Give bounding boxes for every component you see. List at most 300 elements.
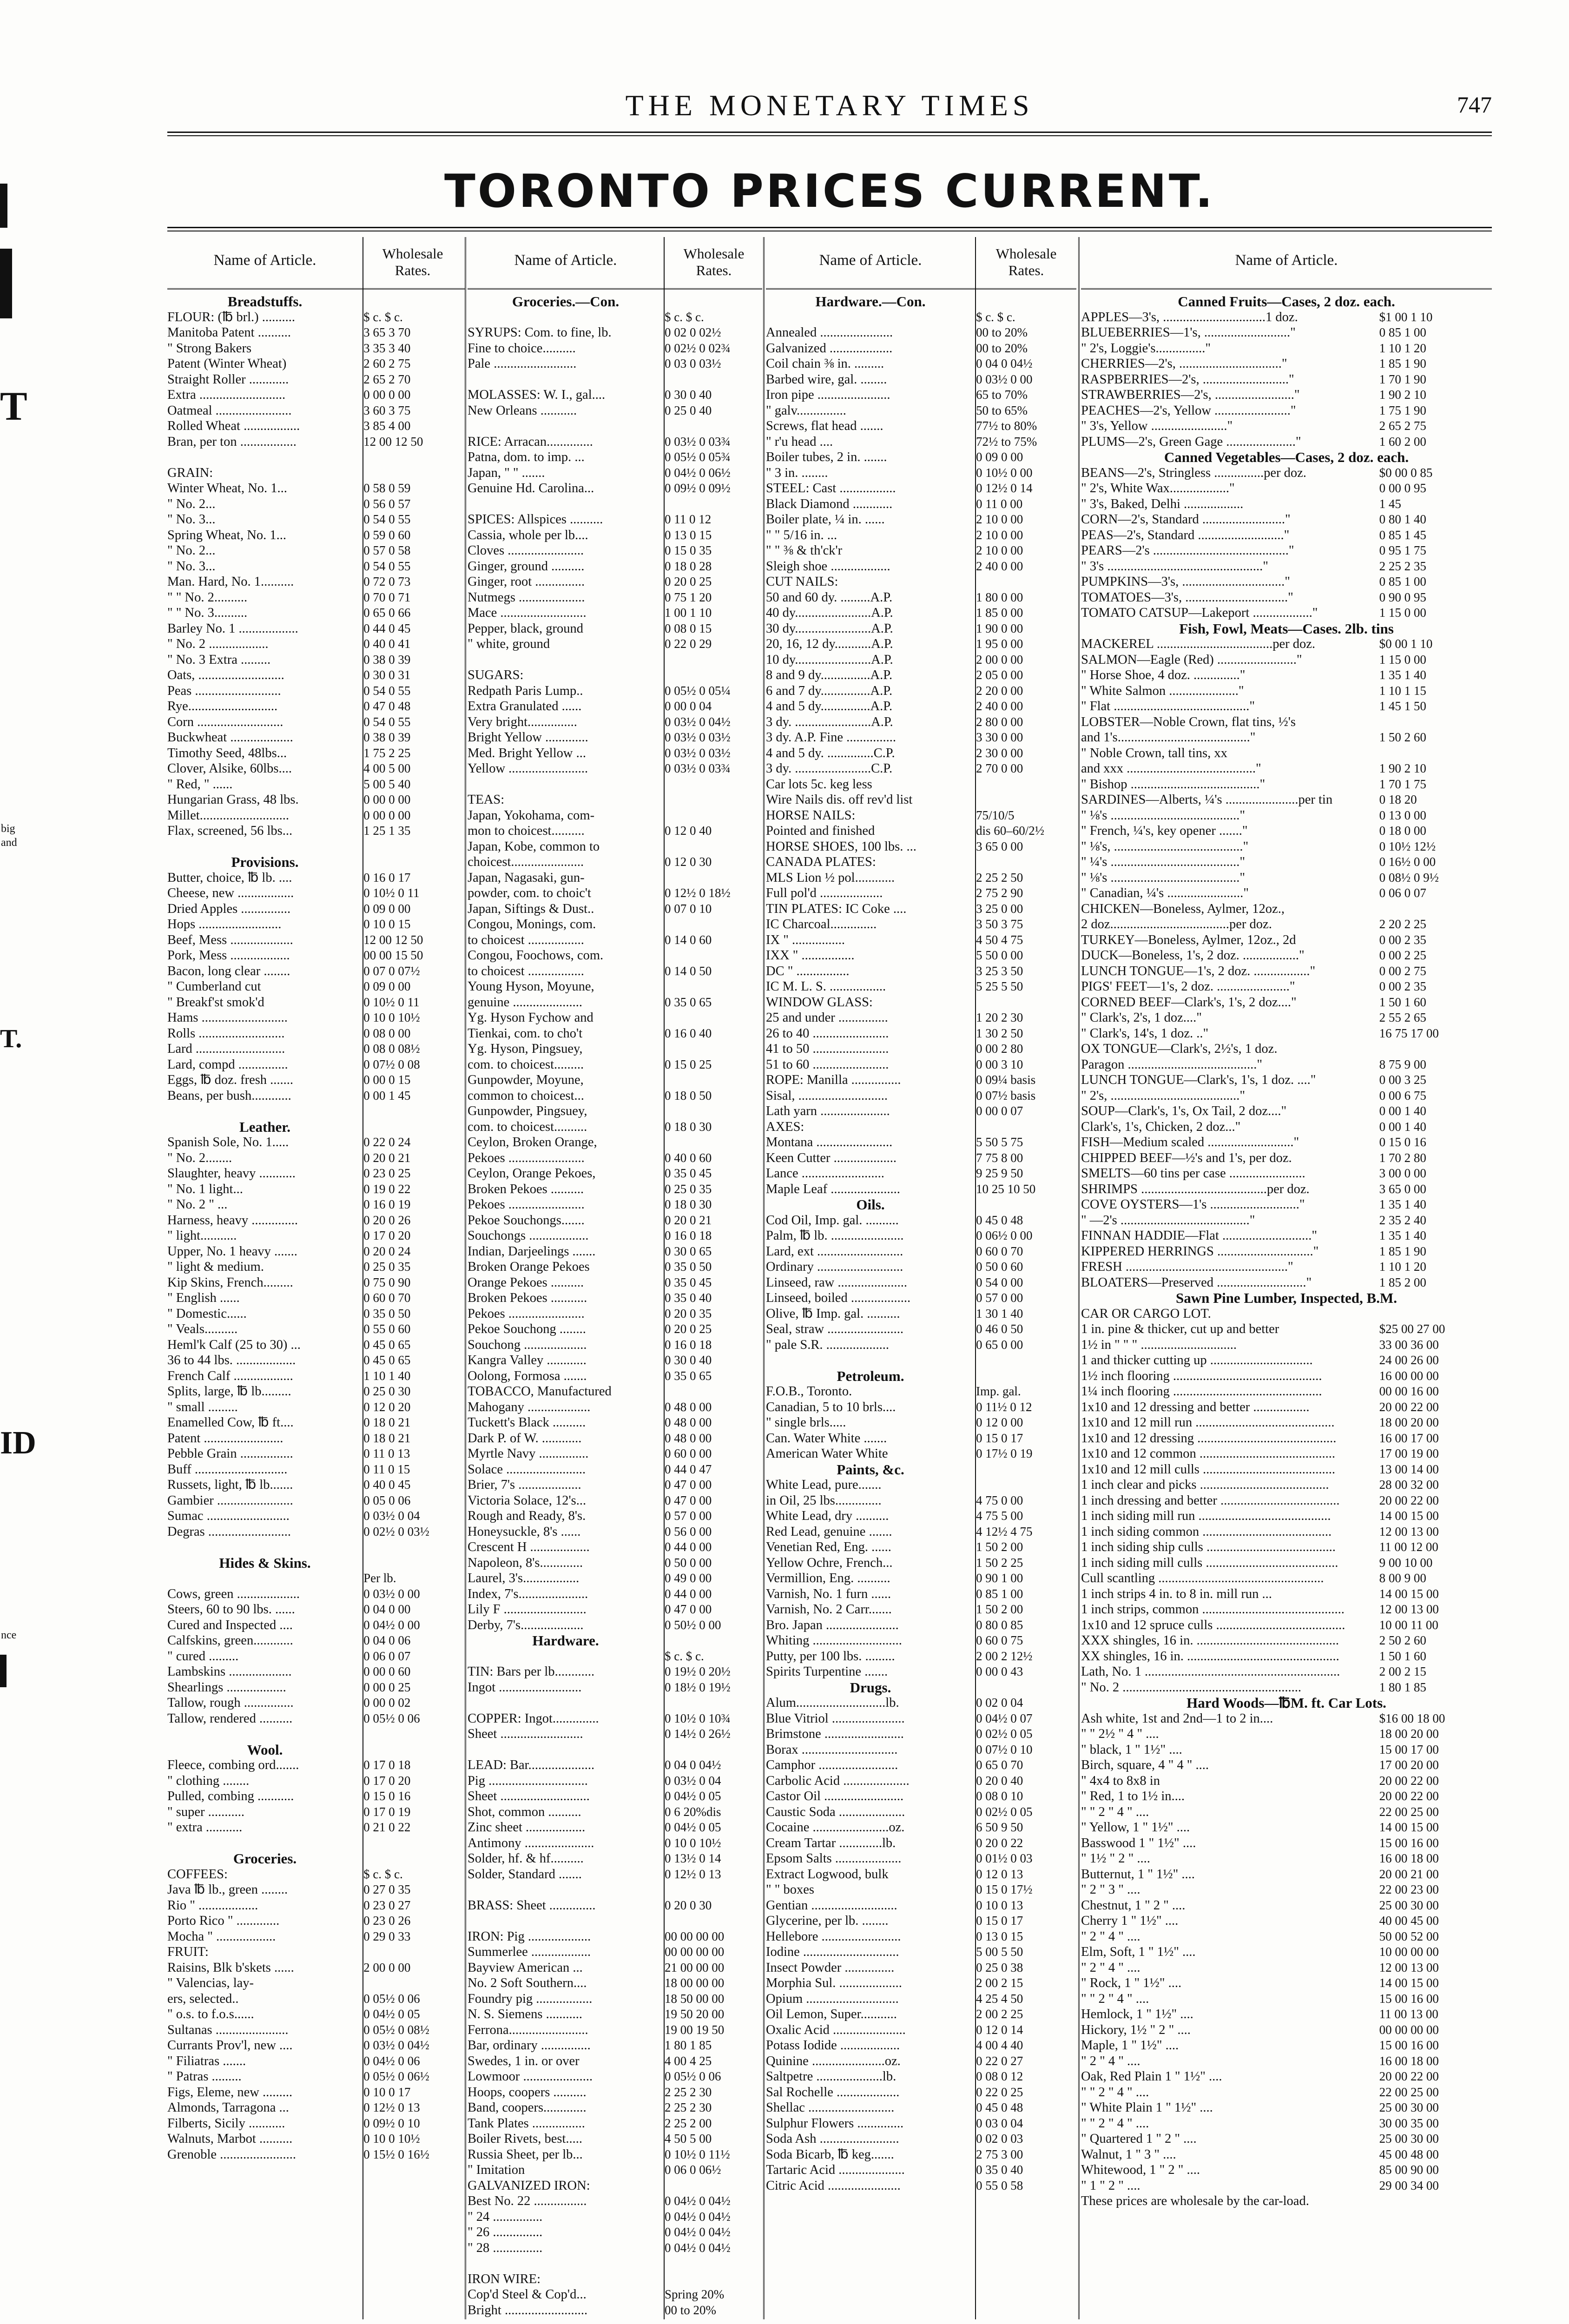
price-row [468, 2209, 762, 2225]
wholesale-rate [662, 948, 762, 964]
price-row [766, 1259, 1076, 1275]
edge-ink-bar [0, 249, 12, 318]
article-name: 8 and 9 dy...............A.P. [766, 668, 893, 682]
price-row [766, 310, 1076, 325]
column-header [1081, 237, 1492, 290]
article-name: mon to choicest.......... [468, 824, 585, 838]
wholesale-rate: 0 03½ 0 00 [976, 372, 1033, 386]
wholesale-rate: 8 75 9 00 [1379, 1057, 1426, 1071]
wholesale-rate [662, 808, 762, 824]
article-name: " 3's, Baked, Delhi .................. [1081, 496, 1244, 511]
article-name: HORSE NAILS: [766, 808, 856, 823]
wholesale-rate: 0 03½ 0 03½ [665, 730, 731, 744]
price-row [167, 1991, 465, 2007]
wholesale-rate: 00 to 20% [665, 2303, 716, 2317]
wholesale-rate: 0 23 0 27 [363, 1898, 411, 1912]
article-name [468, 496, 662, 512]
price-row [167, 1649, 465, 1664]
article-name: " Horse Shoe, 4 doz. .............." [1081, 668, 1246, 682]
article-name: Iodine ............................. [766, 1945, 899, 1959]
price-row [468, 1290, 762, 1306]
price-row [1081, 2147, 1492, 2163]
edge-glyph: T. [0, 1024, 22, 1053]
wholesale-rate: 0 54 0 00 [976, 1275, 1023, 1289]
price-row [1081, 777, 1492, 792]
article-name: Keen Cutter ................... [766, 1150, 897, 1165]
price-row [1081, 1633, 1492, 1649]
article-name: CUT NAILS: [766, 574, 838, 589]
wholesale-rate: 2 05 0 00 [976, 668, 1023, 682]
wholesale-rate: 0 60 0 70 [363, 1291, 411, 1305]
wholesale-rate: 1 90 2 10 [1379, 761, 1426, 775]
section-heading [766, 294, 1076, 310]
wholesale-rate [662, 1384, 762, 1400]
article-name: common to choicest... [468, 1088, 584, 1103]
article-name: Elm, Soft, 1 " 1½" .... [1081, 1945, 1196, 1959]
article-name: " English ...... [167, 1291, 240, 1305]
price-row [468, 1228, 762, 1244]
wholesale-rate: 1 00 1 10 [665, 606, 712, 620]
article-name: " No. 1 light... [167, 1182, 243, 1196]
price-row [766, 1711, 1076, 1727]
wholesale-rate: 2 20 2 25 [1379, 917, 1426, 931]
price-row [468, 1057, 762, 1073]
wholesale-rate: 1 60 2 00 [1379, 434, 1426, 449]
wholesale-rate: 00 to 20% [976, 341, 1028, 355]
price-row [766, 964, 1076, 979]
price-row [766, 325, 1076, 341]
price-row [1081, 1041, 1492, 1057]
article-name: Yellow Ochre, French... [766, 1555, 893, 1570]
wholesale-rate: 0 08½ 0 9½ [1379, 870, 1439, 885]
price-row [766, 449, 1076, 465]
price-row [468, 1415, 762, 1431]
price-row [468, 605, 762, 621]
article-name: Sumac ......................... [167, 1509, 290, 1523]
wholesale-rate: 0 02½ 0 05 [976, 1804, 1033, 1819]
article-name: Victoria Solace, 12's... [468, 1493, 587, 1508]
wholesale-rate [361, 1726, 465, 1742]
article-name: " White Salmon ....................." [1081, 683, 1244, 698]
article-name: Bran, per ton ................. [167, 434, 297, 449]
article-name: " Clark's, 14's, 1 doz. .." [1081, 1026, 1209, 1041]
wholesale-rate: 0 00 0 00 [363, 792, 411, 806]
price-row [468, 1088, 762, 1104]
article-name: Tartaric Acid .................... [766, 2163, 905, 2177]
price-row [766, 1010, 1076, 1026]
article-name: Rough and Ready, 8's. [468, 1509, 586, 1523]
wholesale-rate: 14 00 15 00 [1379, 1586, 1439, 1601]
price-row [468, 1166, 762, 1182]
wholesale-rate: 2 00 2 15 [1379, 1664, 1426, 1678]
wholesale-rate: 9 00 10 00 [1379, 1555, 1433, 1570]
article-name: CORN—2's, Standard ........................." [1081, 512, 1291, 527]
article-name: Hickory, 1½ " 2 " .... [1081, 2022, 1191, 2037]
price-row [468, 1353, 762, 1368]
article-name: Montana ....................... [766, 1135, 893, 1149]
wholesale-rate: 0 35 0 45 [665, 1166, 712, 1180]
price-row [1081, 1353, 1492, 1368]
price-row [468, 1010, 762, 1026]
article-name: APPLES—3's, ...............................1 doz. [1081, 310, 1298, 324]
price-row [167, 1166, 465, 1182]
section-heading [766, 1462, 1076, 1478]
article-name [766, 1353, 973, 1368]
article-name: Orange Pekoes .......... [468, 1275, 584, 1290]
price-row [1081, 1711, 1492, 1727]
wholesale-rate: 0 11 0 12 [665, 512, 712, 526]
wholesale-rate: 0 01½ 0 03 [976, 1851, 1033, 1865]
wholesale-rate [1377, 714, 1492, 730]
price-row [1081, 1960, 1492, 1976]
wholesale-rate: 0 90 0 95 [1379, 590, 1426, 604]
price-row [468, 761, 762, 777]
article-name: Paragon ......................................." [1081, 1057, 1263, 1072]
article-name: Derby, 7's................... [468, 1618, 584, 1632]
section-title: Oils. [856, 1196, 885, 1213]
wholesale-rate: 0 48 0 00 [665, 1400, 712, 1414]
article-name: Napoleon, 8's............. [468, 1555, 583, 1570]
wholesale-rate: 2 00 2 15 [976, 1976, 1023, 1990]
article-name: Varnish, No. 1 furn ...... [766, 1586, 891, 1601]
wholesale-rate: 15 00 16 00 [1379, 1835, 1439, 1850]
wholesale-rate: 18 00 20 00 [1379, 1415, 1439, 1429]
article-name: XX shingles, 16 in. .............................................. [1081, 1649, 1339, 1664]
column-body [167, 294, 465, 2319]
price-row [468, 1400, 762, 1415]
wholesale-rate: 0 15 0 17 [976, 1431, 1023, 1445]
article-name: " Valencias, lay- [167, 1976, 254, 1990]
article-name: " " 2 " 4 " .... [1081, 2085, 1149, 2100]
price-row [167, 1103, 465, 1119]
article-name: Japan, Yokohama, com- [468, 808, 595, 823]
wholesale-rate: 0 40 0 60 [665, 1150, 712, 1165]
wholesale-rate: 0 57 0 00 [976, 1291, 1023, 1305]
article-name [167, 1571, 361, 1586]
price-row [167, 1757, 465, 1773]
article-name: " " 5/16 in. ... [766, 528, 837, 542]
wholesale-rate: 1 75 1 90 [1379, 403, 1426, 417]
article-name: Rolled Wheat ................. [167, 419, 300, 433]
wholesale-rate: 3 85 4 00 [363, 419, 411, 433]
price-row [1081, 1321, 1492, 1337]
article-name: Pekoes ....................... [468, 1150, 585, 1165]
article-name: Japan, " " ....... [468, 465, 545, 480]
article-name: " light........... [167, 1228, 237, 1243]
article-name: Castor Oil ........................ [766, 1789, 904, 1803]
article-name: Mahogany ................... [468, 1400, 591, 1414]
price-row [1081, 2178, 1492, 2194]
article-name: Olive, ℔ Imp. gal. .......... [766, 1306, 900, 1321]
article-name: " 3's ..............................................." [1081, 559, 1268, 574]
wholesale-rate: 50 to 65% [976, 403, 1028, 417]
price-row [766, 1539, 1076, 1555]
price-row [167, 621, 465, 637]
price-row [1081, 948, 1492, 964]
wholesale-rate: 0 05½ 0 05¼ [665, 683, 731, 698]
article-name: Iron pipe ...................... [766, 388, 890, 402]
article-name: 1 inch strips 4 in. to 8 in. mill run ... [1081, 1586, 1272, 1601]
article-name: Cocaine .......................oz. [766, 1820, 905, 1835]
article-name: " o.s. to f.o.s...... [167, 2007, 254, 2021]
article-name: Rio " .................. [167, 1898, 258, 1913]
article-name: Boiler plate, ¼ in. ...... [766, 512, 885, 527]
article-name: Putty, per 100 lbs. ......... [766, 1649, 895, 1664]
wholesale-rate: 0 00 0 60 [363, 1664, 411, 1678]
price-row [167, 387, 465, 403]
wholesale-rate: 0 20 0 21 [363, 1150, 411, 1165]
wholesale-rate: 0 80 0 85 [976, 1618, 1023, 1632]
wholesale-rate: 2 00 2 25 [976, 2007, 1023, 2021]
article-name: LUNCH TONGUE—1's, 2 doz. ................." [1081, 964, 1316, 978]
section-title: Hides & Skins. [219, 1554, 311, 1571]
article-name: TOMATOES—3's, ..............................." [1081, 590, 1293, 605]
price-row [167, 730, 465, 746]
article-name: GRAIN: [167, 465, 213, 480]
price-row [1081, 1088, 1492, 1104]
price-row [1081, 1213, 1492, 1228]
article-name: COFFEES: [167, 1867, 228, 1882]
price-row [1081, 2038, 1492, 2053]
article-name: Japan, Kobe, common to [468, 839, 600, 854]
wholesale-rate: 29 00 34 00 [1379, 2178, 1439, 2192]
wholesale-rate: 0 00 2 75 [1379, 964, 1426, 978]
section-title: Hardware. [532, 1632, 599, 1649]
article-name: " small ......... [167, 1400, 238, 1414]
wholesale-rate: 2 60 2 75 [363, 357, 411, 370]
wholesale-rate [361, 1835, 465, 1851]
article-name: CORNED BEEF—Clark's, 1's, 2 doz...." [1081, 995, 1297, 1010]
article-name: KIPPERED HERRINGS ............................." [1081, 1244, 1319, 1259]
price-row [167, 1026, 465, 1042]
wholesale-rate: 1 20 2 30 [976, 1010, 1023, 1024]
wholesale-rate: 1 50 2 00 [976, 1540, 1023, 1554]
wholesale-rate: 0 45 0 48 [976, 2100, 1023, 2114]
wholesale-rate: 1 30 1 40 [976, 1306, 1023, 1320]
article-name: Cheese, new ................. [167, 886, 294, 900]
wholesale-rate: 1 70 1 90 [1379, 372, 1426, 386]
section-heading [468, 294, 762, 310]
article-name: Sheet ........................... [468, 1789, 590, 1803]
price-row [167, 1508, 465, 1524]
article-name [167, 1539, 361, 1555]
wholesale-rate [361, 449, 465, 465]
wholesale-rate: 0 20 0 21 [665, 1213, 712, 1227]
wholesale-rate: 0 25 0 30 [363, 1384, 411, 1398]
article-name: Hungarian Grass, 48 lbs. [167, 792, 299, 807]
wholesale-rate: 1 50 2 25 [976, 1555, 1023, 1570]
price-row [1081, 1197, 1492, 1213]
wholesale-rate: 0 54 0 55 [363, 714, 411, 729]
wholesale-rate: 0 35 0 65 [665, 995, 712, 1009]
wholesale-rate: 15 00 16 00 [1379, 2038, 1439, 2052]
wholesale-rate: 0 00 2 25 [1379, 948, 1426, 962]
article-name: Fleece, combing ord....... [167, 1758, 299, 1772]
wholesale-rate: 0 10½ 0 11 [363, 995, 420, 1009]
wholesale-rate: 00 00 15 50 [363, 948, 423, 962]
price-row [468, 1649, 762, 1664]
wholesale-rate: 0 00 0 43 [976, 1664, 1023, 1678]
article-name: IC M. L. S. ................. [766, 979, 886, 994]
wholesale-rate: 0 04½ 0 04½ [665, 2225, 731, 2239]
price-row [167, 1804, 465, 1820]
wholesale-rate: 2 55 2 65 [1379, 1010, 1426, 1024]
article-name: Ceylon, Orange Pekoes, [468, 1166, 596, 1181]
article-name: TOBACCO, Manufactured [468, 1384, 612, 1399]
price-row [766, 1103, 1076, 1119]
wholesale-rate: 0 00 0 04 [665, 699, 712, 713]
price-row [766, 1975, 1076, 1991]
wholesale-rate: 0 00 0 25 [363, 1680, 411, 1694]
wholesale-rate: 0 15 0 25 [665, 1057, 712, 1071]
price-row [766, 1726, 1076, 1742]
article-name: Sulphur Flowers .............. [766, 2116, 904, 2131]
price-row [766, 683, 1076, 699]
article-name: Bar, ordinary ............... [468, 2038, 591, 2053]
article-name: Palm, ℔ lb. ...................... [766, 1228, 904, 1243]
price-row [1081, 1010, 1492, 1026]
article-name: to choicest ................. [468, 964, 584, 978]
article-name: Whitewood, 1 " 2 " .... [1081, 2163, 1200, 2177]
price-row [1081, 1975, 1492, 1991]
article-name: " clothing ........ [167, 1773, 250, 1788]
wholesale-rate: 0 10½ 0 11½ [665, 2147, 730, 2161]
article-name: Sheet ......................... [468, 1727, 583, 1741]
price-row [766, 481, 1076, 496]
article-name: Borax ............................. [766, 1742, 898, 1757]
price-row [766, 1446, 1076, 1462]
article-name: " Veals.......... [167, 1322, 238, 1336]
price-row [468, 2038, 762, 2053]
wholesale-rate: 00 00 00 00 [665, 1945, 725, 1959]
article-name: Quinine ......................oz. [766, 2053, 901, 2068]
wholesale-rate: $ c. $ c. [976, 310, 1015, 324]
price-row [167, 310, 465, 325]
article-name: 1¼ inch flooring ............................................. [1081, 1384, 1322, 1399]
price-row [167, 512, 465, 528]
wholesale-rate: 1 85 0 00 [976, 606, 1023, 620]
article-name [766, 310, 973, 325]
wholesale-rate: 0 30 0 40 [665, 1353, 712, 1367]
price-row [1081, 917, 1492, 932]
column-3 [766, 237, 1076, 2319]
article-name: " 3's, Yellow ......................." [1081, 419, 1233, 433]
article-name: Sisal, ........................... [766, 1088, 888, 1103]
wholesale-rate: 10 25 10 50 [976, 1182, 1036, 1196]
price-row [468, 2053, 762, 2069]
article-name: MOLASSES: W. I., gal.... [468, 388, 606, 402]
wholesale-rate: 0 16 0 19 [363, 1197, 411, 1211]
price-row [766, 356, 1076, 372]
wholesale-rate: 1 35 1 40 [1379, 1228, 1426, 1242]
wholesale-rate: 0 23 0 26 [363, 1914, 411, 1928]
price-row [468, 1680, 762, 1696]
article-name: CAR OR CARGO LOT. [1081, 1306, 1211, 1321]
price-row [468, 979, 762, 995]
price-row [167, 792, 465, 808]
article-name: TURKEY—Boneless, Aylmer, 12oz., 2d [1081, 932, 1296, 947]
article-name: " 2's, Loggie's..............." [1081, 341, 1211, 356]
article-name: 3 dy. .......................A.P. [766, 714, 893, 729]
article-name: " light & medium. [167, 1260, 264, 1274]
article-name: " galv............... [766, 403, 846, 418]
price-row [766, 1213, 1076, 1228]
price-row [1081, 1337, 1492, 1353]
wholesale-rate [662, 1882, 762, 1898]
price-row [1081, 465, 1492, 481]
article-name: Mace .......................... [468, 606, 587, 620]
wholesale-rate: 0 20 0 25 [665, 1322, 712, 1336]
wholesale-rate: 18 00 20 00 [1379, 1727, 1439, 1741]
price-row [1081, 979, 1492, 995]
price-row [167, 1415, 465, 1431]
price-row [167, 2038, 465, 2053]
wholesale-rate: 0 15 0 16 [1379, 1135, 1426, 1149]
article-name: 1½ in " " " ............................. [1081, 1337, 1237, 1352]
price-row [1081, 1991, 1492, 2007]
article-name: 26 to 40 ....................... [766, 1026, 889, 1041]
article-name: " White Plain 1 " 1½" .... [1081, 2100, 1213, 2115]
article-name: 6 and 7 dy...............A.P. [766, 683, 893, 698]
edge-ink-bar [0, 1655, 7, 1687]
article-name: " Flat ........................................." [1081, 699, 1255, 713]
price-row [468, 2256, 762, 2271]
price-row [468, 901, 762, 917]
article-name: Butternut, 1 " 1½" .... [1081, 1867, 1195, 1882]
wholesale-rate [662, 839, 762, 855]
wholesale-rate: 0 12½ 0 13 [363, 2100, 420, 2114]
wholesale-rate: 0 10 0 13 [976, 1898, 1023, 1912]
article-name: SMELTS—60 tins per case ....................... [1081, 1166, 1305, 1181]
article-name: 1 inch clear and picks ....................................... [1081, 1478, 1329, 1492]
article-name: Walnuts, Marbot .......... [167, 2132, 293, 2146]
wholesale-rate: 0 55 0 58 [976, 2178, 1023, 2192]
price-row [1081, 434, 1492, 450]
price-row [468, 1867, 762, 1882]
wholesale-rate: 0 10½ 0 00 [976, 465, 1033, 480]
article-name: 25 and under ............... [766, 1010, 888, 1025]
article-name: Sal Rochelle ................... [766, 2085, 900, 2100]
price-row [468, 995, 762, 1010]
header-wholesale-rates: Wholesale Rates. [382, 245, 443, 278]
wholesale-rate: 4 00 4 40 [976, 2038, 1023, 2052]
wholesale-rate: 0 04½ 0 04½ [665, 2240, 731, 2255]
price-row [766, 901, 1076, 917]
price-row [1081, 2007, 1492, 2022]
article-name: BLOATERS—Preserved ..........................." [1081, 1275, 1312, 1290]
wholesale-rate: $25 00 27 00 [1379, 1322, 1445, 1336]
wholesale-rate: $ c. $ c. [665, 1649, 704, 1663]
price-row [468, 667, 762, 683]
wholesale-rate: 0 35 0 45 [665, 1275, 712, 1289]
price-row [1081, 1524, 1492, 1540]
price-row [468, 310, 762, 325]
article-name [468, 652, 662, 668]
section-heading [766, 1368, 1076, 1384]
article-name: 20, 16, 12 dy...........A.P. [766, 637, 893, 651]
wholesale-rate: 0 60 0 75 [976, 1633, 1023, 1647]
article-name: Citric Acid ...................... [766, 2178, 901, 2193]
wholesale-rate [662, 1010, 762, 1026]
price-row [167, 356, 465, 372]
wholesale-rate: 0 03½ 0 03¾ [665, 761, 731, 775]
article-name: F.O.B., Toronto. [766, 1384, 852, 1399]
price-row [167, 528, 465, 543]
article-name: " 24 ............... [468, 2209, 543, 2224]
wholesale-rate: 0 38 0 39 [363, 652, 411, 667]
article-name: 40 dy.......................A.P. [766, 606, 893, 620]
article-name: Ingot ......................... [468, 1680, 582, 1695]
